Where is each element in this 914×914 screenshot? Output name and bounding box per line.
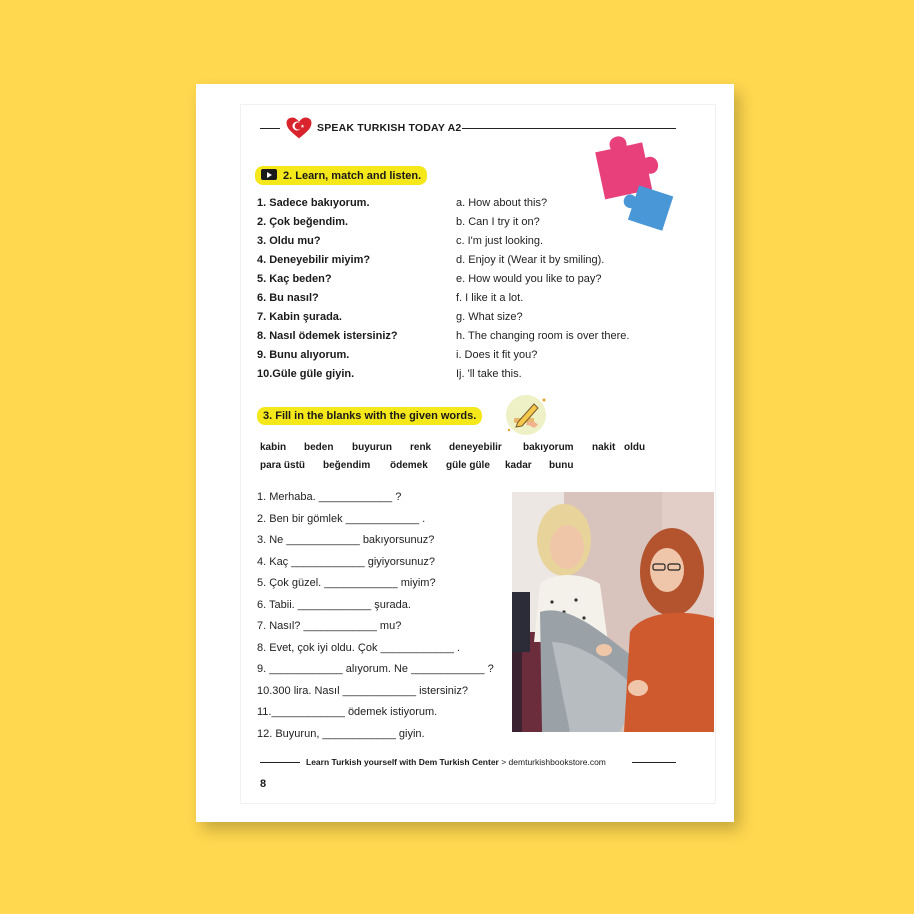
list-item: b. Can I try it on? bbox=[456, 216, 540, 228]
list-item: 4. Deneyebilir miyim? bbox=[257, 254, 371, 266]
list-item: d. Enjoy it (Wear it by smiling). bbox=[456, 254, 605, 266]
list-item: 3. Ne ____________ bakıyorsunuz? bbox=[257, 534, 435, 546]
word-bank-item: bunu bbox=[549, 460, 574, 471]
word-bank-item: kadar bbox=[505, 460, 532, 471]
list-item: 7. Kabin şurada. bbox=[257, 311, 342, 323]
word-bank-item: güle güle bbox=[446, 460, 490, 471]
footer-line-right bbox=[632, 762, 676, 763]
page-number: 8 bbox=[260, 778, 267, 790]
pencil-writing-icon bbox=[504, 392, 550, 438]
play-icon[interactable] bbox=[261, 169, 277, 180]
section2-title-text: 2. Learn, match and listen. bbox=[283, 170, 422, 182]
list-item: 5. Çok güzel. ____________ miyim? bbox=[257, 577, 436, 589]
list-item: 8. Evet, çok iyi oldu. Çok ____________ . bbox=[257, 642, 461, 654]
word-bank-item: renk bbox=[410, 442, 432, 453]
word-bank-item: ödemek bbox=[390, 460, 428, 471]
workbook-page bbox=[196, 84, 734, 822]
footer-link[interactable]: > demturkishbookstore.com bbox=[498, 757, 606, 767]
list-item: h. The changing room is over there. bbox=[456, 330, 630, 342]
word-bank-item: nakit bbox=[592, 442, 616, 453]
shopping-photo bbox=[512, 492, 714, 732]
word-bank-item: deneyebilir bbox=[449, 442, 502, 453]
list-item: g. What size? bbox=[456, 311, 523, 323]
list-item: 10.Güle güle giyin. bbox=[257, 368, 355, 380]
list-item: 11.____________ ödemek istiyorum. bbox=[257, 706, 438, 718]
word-bank-item: buyurun bbox=[352, 442, 392, 453]
word-bank-item: beğendim bbox=[323, 460, 371, 471]
word-bank-item: beden bbox=[304, 442, 334, 453]
list-item: 9. ____________ alıyorum. Ne ____________ ? bbox=[257, 663, 494, 675]
list-item: f. I like it a lot. bbox=[456, 292, 524, 304]
list-item: 10.300 lira. Nasıl ____________ istersiniz? bbox=[257, 685, 468, 697]
header-line-left bbox=[260, 128, 280, 129]
puzzle-pieces-icon bbox=[588, 132, 674, 238]
list-item: 9. Bunu alıyorum. bbox=[257, 349, 350, 361]
list-item: 12. Buyurun, ____________ giyin. bbox=[257, 728, 425, 740]
footer-line-left bbox=[260, 762, 300, 763]
section2-title bbox=[255, 166, 427, 185]
list-item: 6. Tabii. ____________ şurada. bbox=[257, 599, 411, 611]
list-item: 1. Merhaba. ____________ ? bbox=[257, 491, 402, 503]
list-item: c. I'm just looking. bbox=[456, 235, 544, 247]
list-item: 1. Sadece bakıyorum. bbox=[257, 197, 370, 209]
footer-text bbox=[306, 757, 606, 767]
list-item: i. Does it fit you? bbox=[456, 349, 538, 361]
word-bank-item: oldu bbox=[624, 442, 646, 453]
list-item: 5. Kaç beden? bbox=[257, 273, 332, 285]
word-bank-item: para üstü bbox=[260, 460, 306, 471]
list-item: 2. Çok beğendim. bbox=[257, 216, 349, 228]
list-item: a. How about this? bbox=[456, 197, 548, 209]
list-item: Ij. 'll take this. bbox=[456, 368, 522, 380]
footer-text-bold: Learn Turkish yourself with Dem Turkish Center bbox=[306, 757, 499, 767]
list-item: e. How would you like to pay? bbox=[456, 273, 602, 285]
word-bank-item: bakıyorum bbox=[523, 442, 574, 453]
list-item: 2. Ben bir gömlek ____________ . bbox=[257, 513, 426, 525]
list-item: 8. Nasıl ödemek istersiniz? bbox=[257, 330, 398, 342]
turkey-flag-heart-icon bbox=[285, 116, 313, 140]
header-title: SPEAK TURKISH TODAY A2 bbox=[317, 122, 462, 134]
header-line-right bbox=[462, 128, 676, 129]
list-item: 6. Bu nasıl? bbox=[257, 292, 319, 304]
list-item: 3. Oldu mu? bbox=[257, 235, 321, 247]
section3-title: 3. Fill in the blanks with the given words. bbox=[257, 407, 482, 425]
list-item: 7. Nasıl? ____________ mu? bbox=[257, 620, 402, 632]
list-item: 4. Kaç ____________ giyiyorsunuz? bbox=[257, 556, 435, 568]
word-bank-item: kabin bbox=[260, 442, 287, 453]
